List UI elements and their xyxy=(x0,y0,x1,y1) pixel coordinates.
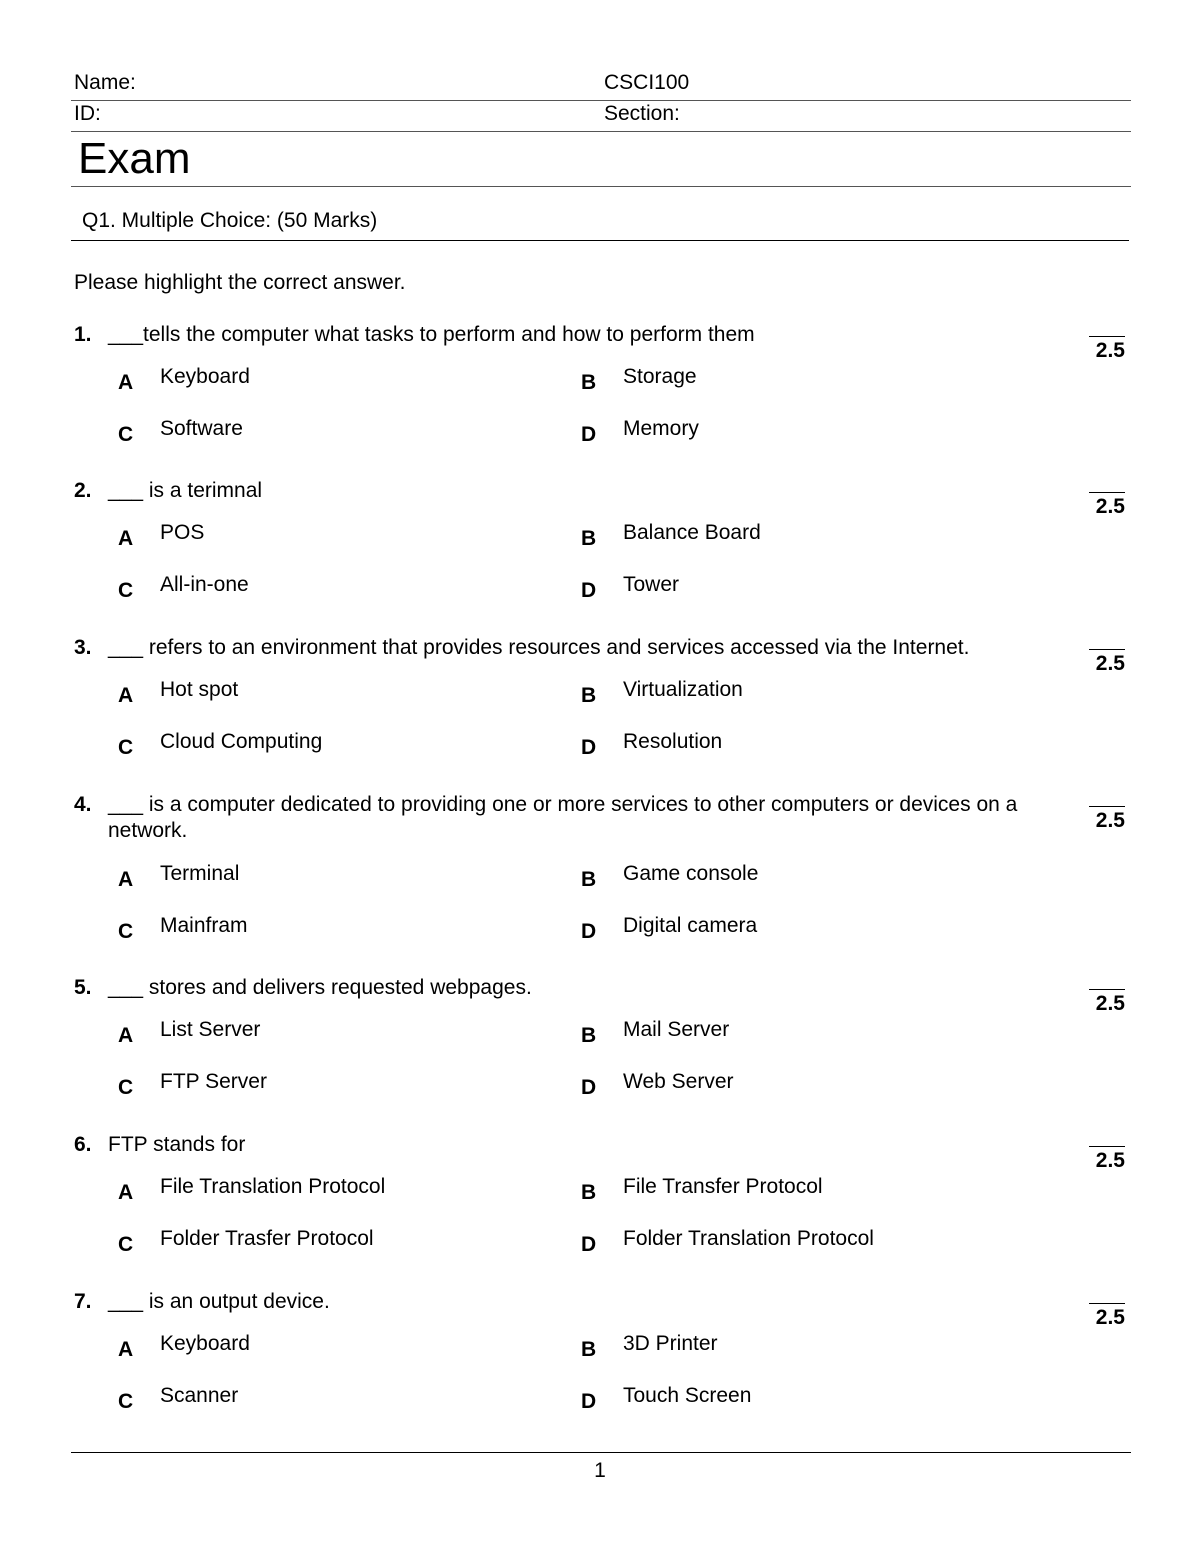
question-number: 6. xyxy=(74,1133,92,1156)
option-text-a: File Translation Protocol xyxy=(160,1175,386,1198)
course-code: CSCI100 xyxy=(604,71,690,94)
option-letter-c: C xyxy=(118,920,134,943)
section-label: Section: xyxy=(604,102,680,125)
option-letter-b: B xyxy=(581,527,597,550)
option-text-d: Touch Screen xyxy=(623,1384,752,1407)
option-letter-a: A xyxy=(118,371,134,394)
option-text-d: Folder Translation Protocol xyxy=(623,1227,874,1250)
instructions: Please highlight the correct answer. xyxy=(74,271,406,294)
question-number: 7. xyxy=(74,1290,92,1313)
question-number: 4. xyxy=(74,793,92,816)
option-letter-a: A xyxy=(118,684,134,707)
option-letter-b: B xyxy=(581,1181,597,1204)
option-text-b: Virtualization xyxy=(623,678,743,701)
option-text-a: Keyboard xyxy=(160,365,250,388)
option-letter-b: B xyxy=(581,868,597,891)
question-7 xyxy=(0,1289,1200,1439)
question-number: 1. xyxy=(74,323,92,346)
option-letter-c: C xyxy=(118,1233,134,1256)
option-letter-a: A xyxy=(118,868,134,891)
option-text-a: Keyboard xyxy=(160,1332,250,1355)
option-text-b: File Transfer Protocol xyxy=(623,1175,823,1198)
option-letter-d: D xyxy=(581,1390,597,1413)
option-text-a: List Server xyxy=(160,1018,261,1041)
id-label: ID: xyxy=(74,102,101,125)
header-row-name xyxy=(71,70,1131,101)
option-text-c: Folder Trasfer Protocol xyxy=(160,1227,374,1250)
exam-title-block xyxy=(71,132,1131,187)
option-letter-d: D xyxy=(581,423,597,446)
question-text: ___ is a computer dedicated to providing one or more services to other computers or devices on a network. xyxy=(108,793,1018,842)
option-text-d: Tower xyxy=(623,573,680,596)
option-letter-d: D xyxy=(581,920,597,943)
question-2 xyxy=(0,478,1200,628)
question-5 xyxy=(0,975,1200,1125)
option-text-b: Storage xyxy=(623,365,697,388)
option-text-b: Balance Board xyxy=(623,521,761,544)
question-marks: 2.5 xyxy=(1089,1303,1125,1330)
question-1 xyxy=(0,322,1200,472)
option-text-c: Mainfram xyxy=(160,914,248,937)
option-letter-c: C xyxy=(118,579,134,602)
option-text-d: Web Server xyxy=(623,1070,734,1093)
question-6 xyxy=(0,1132,1200,1282)
question-marks: 2.5 xyxy=(1089,336,1125,363)
option-text-b: Mail Server xyxy=(623,1018,730,1041)
option-letter-d: D xyxy=(581,1076,597,1099)
section-heading: Q1. Multiple Choice: (50 Marks) xyxy=(82,209,378,232)
header-row-id xyxy=(71,101,1131,132)
option-text-b: 3D Printer xyxy=(623,1332,718,1355)
question-text: ___ refers to an environment that provides resources and services accessed via the Internet. xyxy=(108,636,970,659)
question-marks: 2.5 xyxy=(1089,492,1125,519)
question-number: 5. xyxy=(74,976,92,999)
option-letter-c: C xyxy=(118,736,134,759)
footer-divider xyxy=(71,1452,1131,1453)
option-letter-a: A xyxy=(118,527,134,550)
option-letter-b: B xyxy=(581,684,597,707)
option-text-d: Resolution xyxy=(623,730,723,753)
page-title: Exam xyxy=(78,134,191,183)
section-heading-block xyxy=(71,205,1129,241)
option-text-a: Hot spot xyxy=(160,678,239,701)
option-letter-a: A xyxy=(118,1181,134,1204)
question-4 xyxy=(0,792,1200,942)
name-label: Name: xyxy=(74,71,136,94)
question-marks: 2.5 xyxy=(1089,989,1125,1016)
option-text-c: Cloud Computing xyxy=(160,730,323,753)
question-marks: 2.5 xyxy=(1089,1146,1125,1173)
question-number: 2. xyxy=(74,479,92,502)
option-letter-d: D xyxy=(581,1233,597,1256)
option-text-a: Terminal xyxy=(160,862,240,885)
option-text-b: Game console xyxy=(623,862,759,885)
option-letter-c: C xyxy=(118,423,134,446)
question-3 xyxy=(0,635,1200,785)
question-marks: 2.5 xyxy=(1089,806,1125,833)
option-letter-b: B xyxy=(581,1338,597,1361)
option-letter-b: B xyxy=(581,1024,597,1047)
question-text: ___ is an output device. xyxy=(108,1290,330,1313)
option-letter-d: D xyxy=(581,579,597,602)
page-number: 1 xyxy=(594,1459,606,1482)
option-text-a: POS xyxy=(160,521,205,544)
option-text-c: Software xyxy=(160,417,243,440)
question-text: ___ stores and delivers requested webpages. xyxy=(108,976,532,999)
option-letter-a: A xyxy=(118,1338,134,1361)
question-number: 3. xyxy=(74,636,92,659)
option-text-d: Digital camera xyxy=(623,914,758,937)
option-text-d: Memory xyxy=(623,417,699,440)
option-letter-d: D xyxy=(581,736,597,759)
question-text: ___tells the computer what tasks to perform and how to perform them xyxy=(108,323,755,346)
option-letter-c: C xyxy=(118,1076,134,1099)
option-text-c: Scanner xyxy=(160,1384,239,1407)
question-marks: 2.5 xyxy=(1089,649,1125,676)
question-text: FTP stands for xyxy=(108,1133,246,1156)
option-letter-c: C xyxy=(118,1390,134,1413)
option-letter-a: A xyxy=(118,1024,134,1047)
question-text: ___ is a terimnal xyxy=(108,479,263,502)
option-text-c: All-in-one xyxy=(160,573,249,596)
option-letter-b: B xyxy=(581,371,597,394)
option-text-c: FTP Server xyxy=(160,1070,267,1093)
